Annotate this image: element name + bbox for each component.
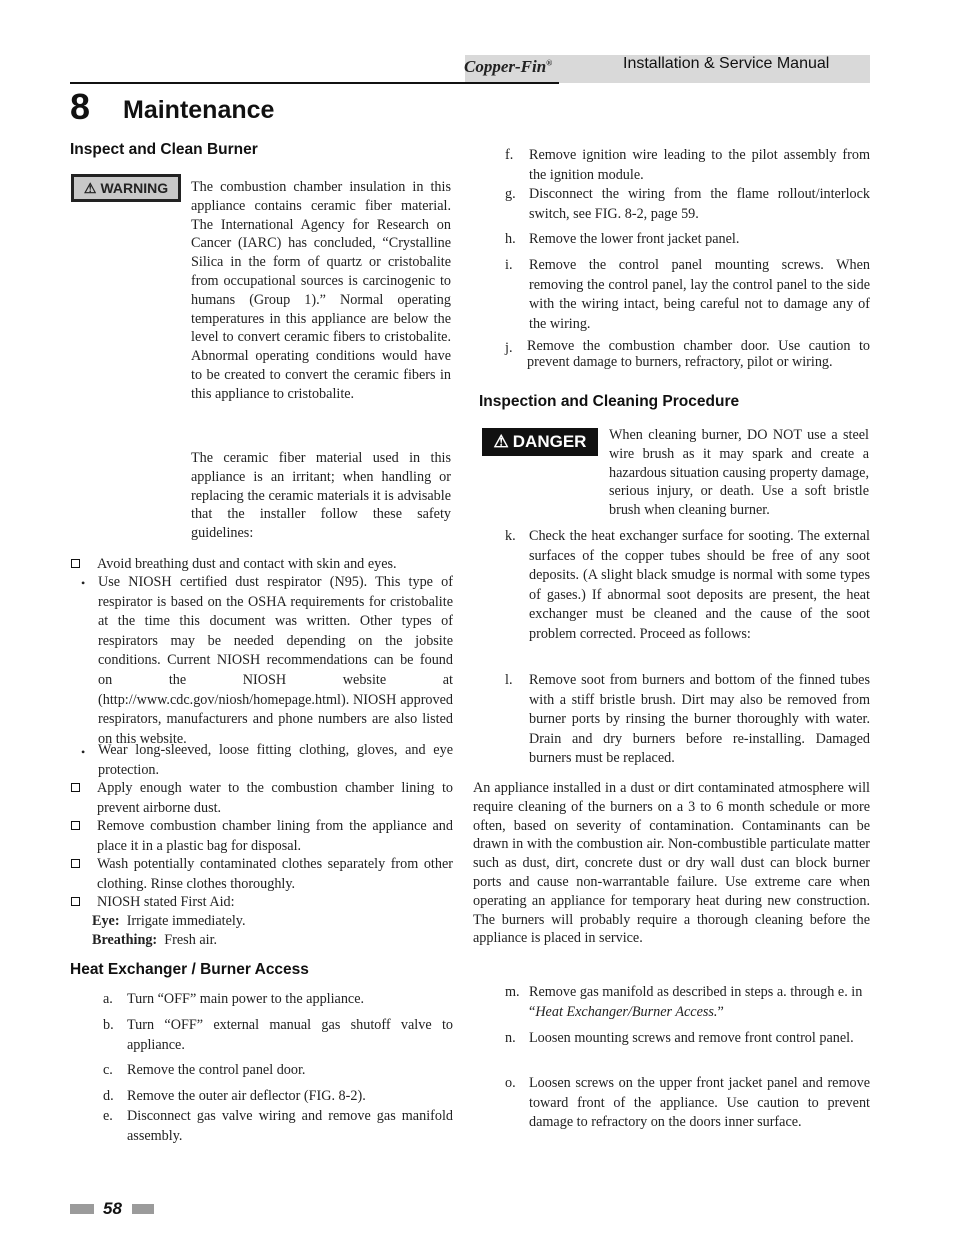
footer-bar-left	[70, 1204, 94, 1214]
warning-badge	[71, 174, 181, 202]
section-heading-inspect-clean: Inspect and Clean Burner	[70, 141, 258, 158]
step-text: Remove ignition wire leading to the pilot assembly from the ignition module.	[529, 147, 870, 183]
step-text: Turn “OFF” external manual gas shutoff valve to appliance.	[127, 1017, 453, 1053]
checkbox-icon	[71, 783, 80, 792]
step-text: Check the heat exchanger surface for sooting. The external surfaces of the copper tubes should be free of any soot deposits. (A slight black smudge is normal with some types of gases.) If abnormal soot deposits are present, the heat exchanger must be cleaned and the cause of the soot problem corrected. Proceed as follows:	[529, 528, 870, 642]
step-text: Remove the combustion chamber door. Use caution to prevent damage to burners, refractory, pilot or wiring.	[527, 338, 870, 370]
warning-text: The combustion chamber insulation in this appliance contains ceramic fiber material. The International Agency for Research on Cancer (IARC) has concluded, “Crystalline Silica in the form of quartz or cristobalite from occupational sources is carcinogenic to humans (Group 1).” Normal operating temperatures in this appliance are below the level to convert ceramic fibers to cristobalite. Abnormal operating conditions would have to be created to convert the ceramic fibers in this appliance to cristobalite.	[191, 179, 451, 402]
step-text: Remove soot from burners and bottom of the finned tubes with a stiff bristle brush. Dirt may also be removed from burner ports by rinsing the burner thoroughly with water. Drain and dry burners before re-installing. Damaged burners must be replaced.	[529, 672, 870, 767]
danger-triangle-icon: ⚠	[493, 432, 509, 451]
guideline-item: NIOSH stated First Aid:	[97, 894, 235, 910]
manual-title: Installation & Service Manual	[623, 55, 830, 72]
brand-logo: Copper-Fin®	[464, 57, 553, 76]
page-number: 58	[103, 1199, 122, 1218]
danger-label: DANGER	[512, 432, 587, 451]
danger-text: When cleaning burner, DO NOT use a steel wire brush as it may spark and create a hazardous situation causing property damage, serious injury, or death. Use a soft bristle brush when cleaning burner.	[609, 427, 869, 519]
step-text: Remove the control panel door.	[127, 1062, 306, 1078]
step-letter: h.	[505, 231, 516, 247]
step-letter: e.	[103, 1108, 113, 1124]
eye-label: Eye:	[92, 913, 120, 929]
checkbox-icon	[71, 897, 80, 906]
footer-bar-right	[132, 1204, 154, 1214]
step-text: Remove the outer air deflector (FIG. 8-2).	[127, 1088, 366, 1104]
step-letter: l.	[505, 672, 513, 688]
step-m-end: ”	[717, 1003, 724, 1020]
checkbox-icon	[71, 559, 80, 568]
contamination-paragraph: An appliance installed in a dust or dirt contaminated atmosphere will require cleaning of the burners on a 3 to 6 month schedule or more often, based on severity of contamination. Contaminants can be drawn in with the combustion air. Non-combustible particulate matter such as dust, dirt, concrete dust or dry wall dust can block burner ports and cause non-warrantable failure. Use extreme care when operating an appliance for temporary heat during new construction. The burners will probably require a thorough cleaning before the appliance is placed in service.	[473, 780, 870, 947]
step-text: Remove the lower front jacket panel.	[529, 231, 740, 247]
header-rule	[70, 82, 559, 84]
step-letter: b.	[103, 1017, 114, 1033]
step-letter: i.	[505, 257, 513, 273]
step-letter: m.	[505, 984, 520, 1000]
danger-badge	[482, 428, 598, 456]
eye-text: Irrigate immediately.	[126, 913, 246, 929]
step-text: Disconnect gas valve wiring and remove gas manifold assembly.	[127, 1108, 453, 1144]
step-text: Remove the control panel mounting screws. When removing the control panel, lay the control panel to the side with the wiring intact, being careful not to damage any of the wiring.	[529, 257, 870, 332]
step-text	[529, 983, 870, 1022]
guideline-item: Avoid breathing dust and contact with skin and eyes.	[97, 556, 397, 572]
step-text: Turn “OFF” main power to the appliance.	[127, 991, 365, 1007]
warning-label: WARNING	[100, 180, 169, 196]
guideline-item: Apply enough water to the combustion chamber lining to prevent airborne dust.	[97, 780, 453, 816]
first-aid-breathing	[92, 931, 217, 951]
step-letter: j.	[505, 340, 513, 356]
step-letter: f.	[505, 147, 514, 163]
section-heading-heat-exchanger: Heat Exchanger / Burner Access	[70, 961, 309, 978]
step-letter: c.	[103, 1062, 113, 1078]
step-text: Loosen mounting screws and remove front control panel.	[529, 1030, 854, 1046]
step-letter: n.	[505, 1030, 516, 1046]
guideline-subitem: Wear long-sleeved, loose fitting clothing, gloves, and eye protection.	[98, 742, 453, 778]
bullet-icon: •	[81, 745, 86, 759]
chapter-number: 8	[70, 86, 91, 127]
checkbox-icon	[71, 821, 80, 830]
section-heading-inspection-procedure: Inspection and Cleaning Procedure	[479, 393, 740, 410]
chapter-title: Maintenance	[123, 96, 275, 124]
breathing-label: Breathing:	[92, 932, 158, 948]
step-m-text: Remove gas manifold as described in steps a. through e. in “	[529, 984, 863, 1020]
step-letter: d.	[103, 1088, 114, 1104]
warning-triangle-icon: ⚠	[83, 179, 97, 196]
guideline-item: Wash potentially contaminated clothes separately from other clothing. Rinse clothes thoroughly.	[97, 856, 453, 892]
step-letter: g.	[505, 186, 516, 202]
first-aid-eye	[92, 912, 246, 932]
guideline-item: Remove combustion chamber lining from the appliance and place it in a plastic bag for disposal.	[97, 818, 453, 854]
step-letter: a.	[103, 991, 113, 1007]
checkbox-icon	[71, 859, 80, 868]
step-text: Disconnect the wiring from the flame rollout/interlock switch, see FIG. 8-2, page 59.	[529, 186, 870, 222]
breathing-text: Fresh air.	[164, 932, 218, 948]
bullet-icon: •	[81, 576, 86, 590]
step-letter: k.	[505, 528, 516, 544]
step-text: Loosen screws on the upper front jacket panel and remove toward front of the appliance. Use caution to prevent damage to refractory on the doors inner surface.	[529, 1075, 870, 1131]
guideline-subitem: Use NIOSH certified dust respirator (N95). This type of respirator is based on the OSHA requirements for cristobalite at the time this document was written. Other types of respirators may be needed depending on the jobsite conditions. Current NIOSH recommendations can be found on the NIOSH website at (http://www.cdc.gov/niosh/homepage.html). NIOSH approved respirators, manufacturers and phone numbers are also listed on this website.	[98, 574, 453, 747]
warning-text-2: The ceramic fiber material used in this appliance is an irritant; when handling or replacing the ceramic materials it is advisable that the installer follow these safety guidelines:	[191, 450, 451, 542]
step-letter: o.	[505, 1075, 516, 1091]
step-m-reference: Heat Exchanger/Burner Access.	[535, 1003, 718, 1020]
